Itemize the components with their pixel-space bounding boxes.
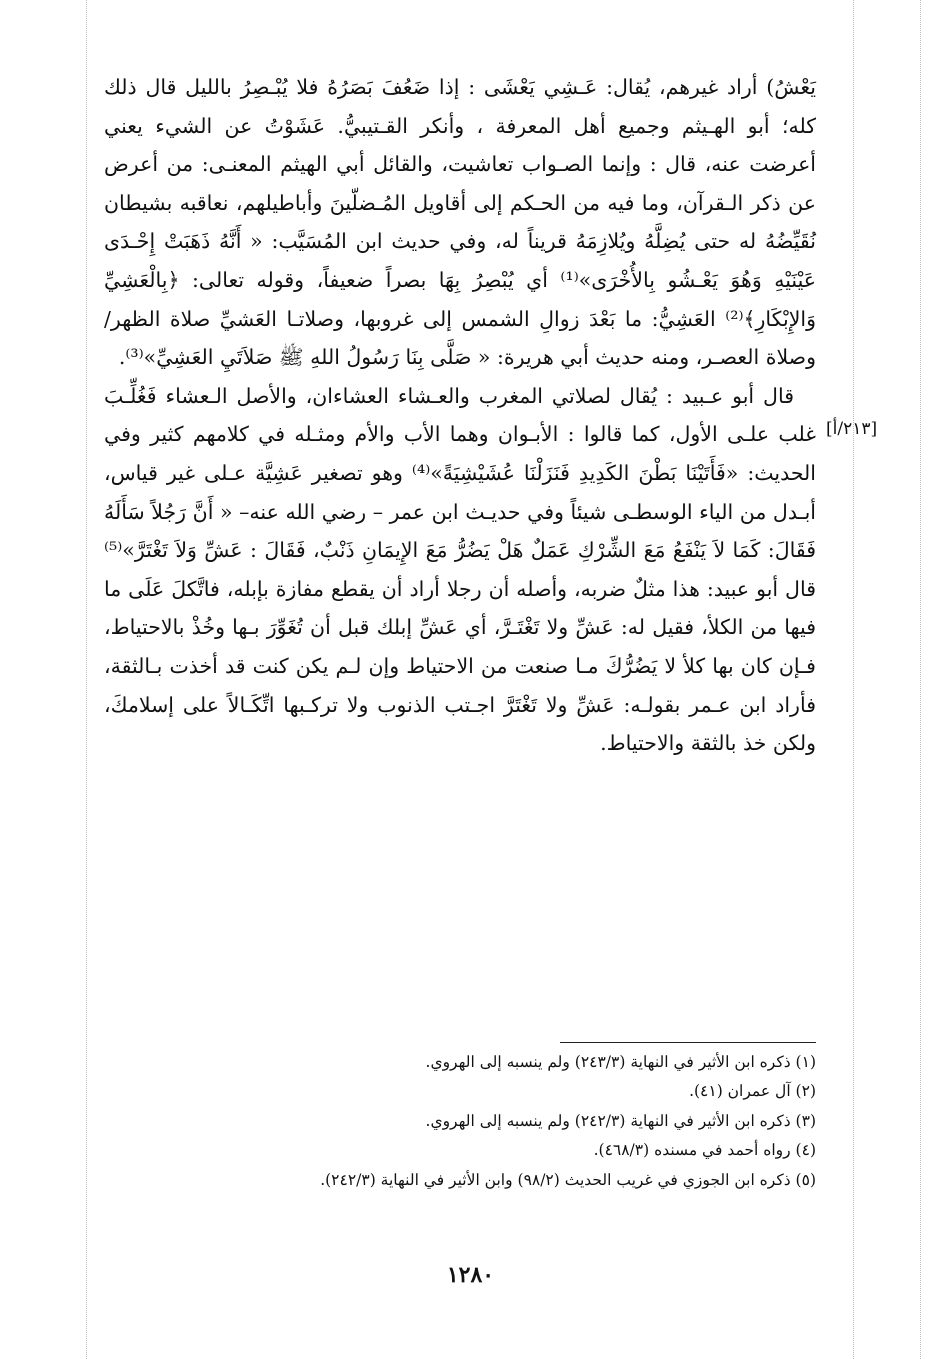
left-margin-guide: [86, 0, 87, 1359]
footnote-3: (٣) ذكره ابن الأثير في النهاية (٢٤٢/٣) ولم ينسبه إلى الهروي.: [425, 1111, 816, 1130]
body-paragraph-1: يَعْشُ) أراد غيرهم، يُقال: عَـشِي يَعْشَى : إذا ضَعُفَ بَصَرُهُ فلا يُبْـصِرُ بالليل قال ذلك كله؛ أبو الهـيثم وجميع أهل المعرفة ، وأنكر القـتيبيُّ. عَشَوْتُ عن الشيء يعني أعرضت عنه، قال : وإنما الصـواب تعاشيت، والقائل أبي الهيثم المعنـى: من أعرض عن ذكر الـقرآن، وما فيه من الحـكم إلى أقاويل المُـضلّينَ وأباطيلهم، نعاقبه بشيطان نُقَيِّضُهُ له حتى يُضِلَّهُ ويُلازِمَهُ قريناً له، وفي حديث ابن المُسَيَّب: « أَنَّهُ ذَهَبَتْ إِحْـدَى عَيْنَيْهِ وَهُوَ يَعْـشُو بِالأُخْرَى»⁽¹⁾ أي يُبْصِرُ بِهَا بصراً ضعيفاً، وقوله تعالى: ﴿بِالْعَشِيِّ وَالإِبْكَارِ﴾⁽²⁾ العَشِيُّ: ما بَعْدَ زوالِ الشمس إلى غروبها، وصلاتـا العَشيِّ صلاة الظهر/ وصلاة العصـر، ومنه حديث أبي هريرة: « صَلَّى بِنَا رَسُولُ اللهِ ﷺ صَلاَتَيِ العَشِيِّ»⁽³⁾.: [104, 75, 817, 370]
right-margin-guide: [853, 0, 854, 1359]
outer-margin-guide: [920, 0, 921, 1359]
footnotes: [150, 1048, 816, 1195]
footnote-1: (١) ذكره ابن الأثير في النهاية (٢٤٣/٣) ولم ينسبه إلى الهروي.: [425, 1053, 816, 1071]
body-paragraph-2: قال أبو عـبيد : يُقال لصلاتي المغرب والعـشاء العشاءان، والأصل الـعشاء فَغُلِّـبَ غلب علـى الأول، كما قالوا : الأبـوان وهما الأب والأم ومثـله في كلامهم كثير وفي الحديث: «فَأَتَيْنَا بَطْنَ الكَدِيدِ فَنَزَلْنَا عُشَيْشِيَةً»⁽⁴⁾ وهو تصغير عَشِيَّة عـلى غير قياس، أبـدل من الياء الوسطـى شيئاً وفي حديـث ابن عمر – رضي الله عنه– « أَنَّ رَجُلاً سَأَلَهُ فَقَالَ: كَمَا لاَ يَنْفَعُ مَعَ الشِّرْكِ عَمَلٌ هَلْ يَضُرُّ مَعَ الإِيمَانِ ذَنْبٌ، فَقَالَ : عَشِّ وَلاَ تَغْتَرَّ»⁽⁵⁾ قال أبو عبيد: هذا مثلٌ ضربه، وأصله أن رجلا أراد أن يقطع مفازة بإبله، فاتَّكلَ عَلَى ما فيها من الكلأ، فقيل له: عَشِّ ولا تَغْتَـرَّ، أي عَشِّ إبلك قبل أن تُغَوِّرَ بـها وخُذْ بالاحتياط، فـإن كان بها كلأ لا يَضُرُّكَ مـا صنعت من الاحتياط وإن لـم يكن كنت قد أخذت بـالثقة، فأراد ابن عـمر بقولـه: عَشِّ ولا تَغْتَرَّ اجـتب الذنوب ولا تركـبها اتِّكَـالاً على إسلامكَ، ولكن خذ بالثقة والاحتياط.: [104, 383, 816, 756]
page-number: ١٢٨٠: [446, 1262, 495, 1288]
footnote-2: (٢) آل عمران (٤١).: [689, 1082, 816, 1101]
footnote-5: (٥) ذكره ابن الجوزي في غريب الحديث (٩٨/٢) وابن الأثير في النهاية (٢٤٢/٣).: [320, 1170, 816, 1189]
page-body: [104, 68, 816, 763]
margin-folio-note: [٢١٣/أ]: [826, 419, 878, 439]
footnote-separator: [560, 1042, 816, 1043]
footnote-4: (٤) رواه أحمد في مسنده (٤٦٨/٣).: [593, 1141, 816, 1160]
